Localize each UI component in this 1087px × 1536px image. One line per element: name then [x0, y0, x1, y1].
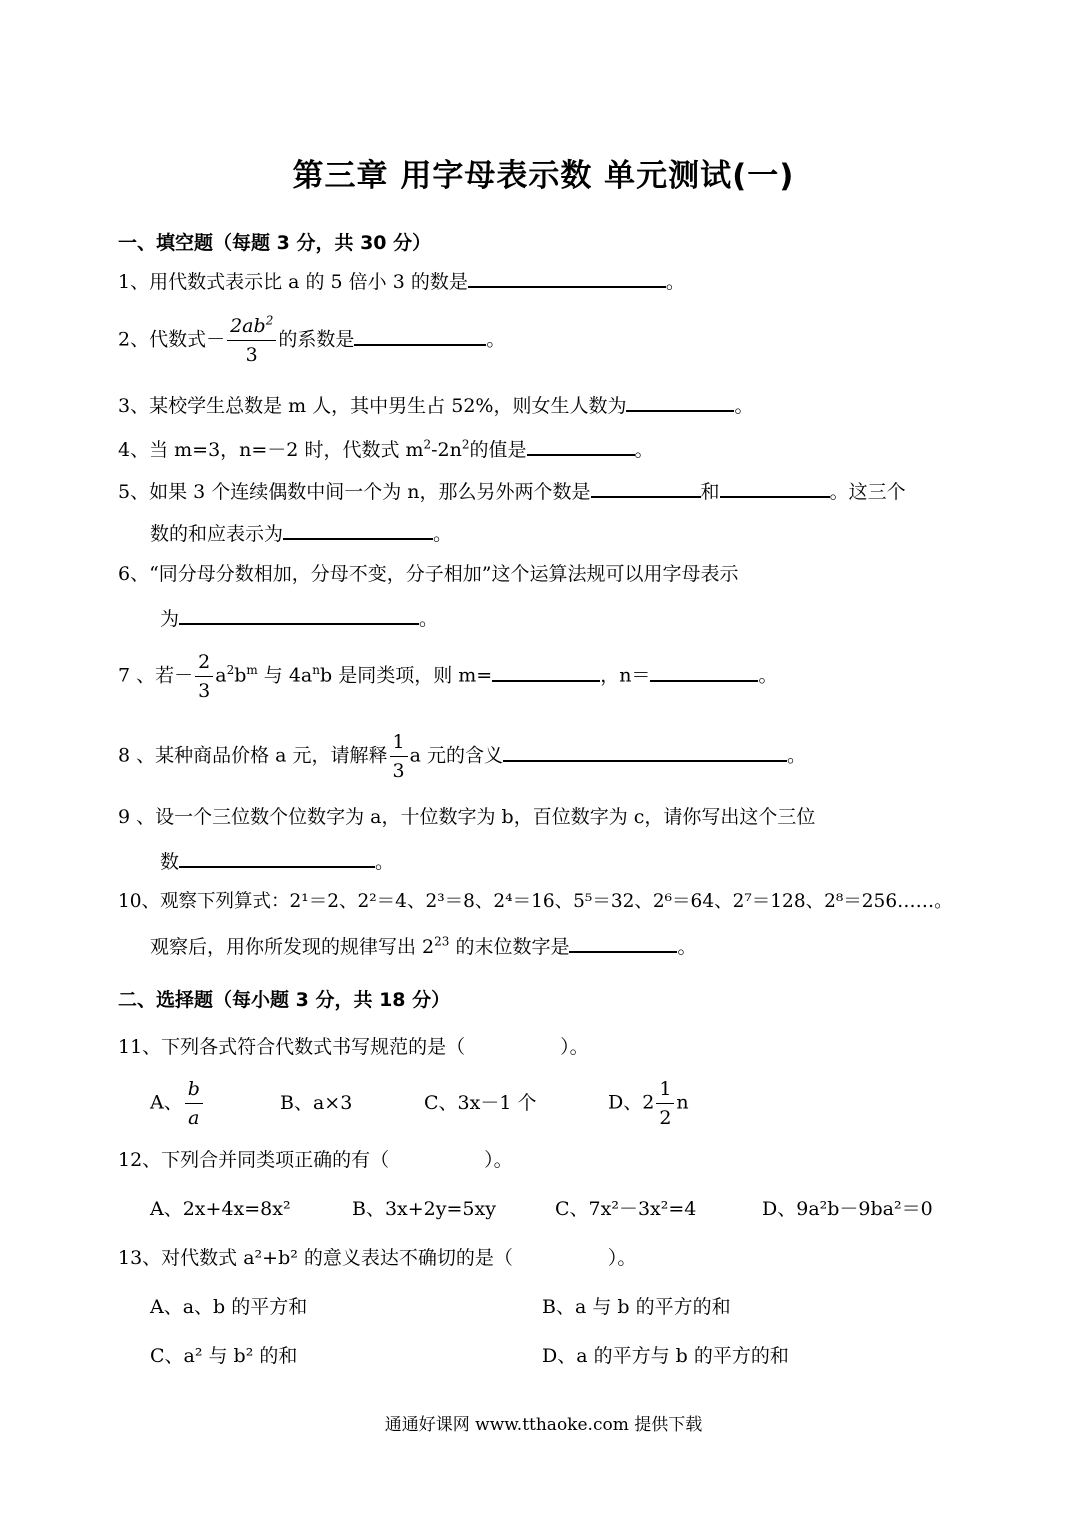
q9-text-2: 数: [160, 851, 180, 873]
q7-text-3: b 是同类项，则 m=: [320, 664, 493, 687]
q7-denominator: 3: [198, 680, 211, 702]
q11-option-d-label: D、2: [608, 1091, 655, 1114]
q2-text: 2、代数式－: [118, 328, 226, 351]
question-11: [118, 1035, 589, 1059]
q7-var-a: a: [215, 664, 227, 687]
question-6-line-2: [160, 605, 438, 631]
footer-source: 通通好课网 www.tthaoke.com 提供下载: [384, 1415, 703, 1435]
q4-end: 。: [634, 439, 654, 461]
q8-end: 。: [787, 744, 807, 767]
q3-end: 。: [734, 395, 754, 417]
q11-a-numerator: b: [185, 1075, 203, 1104]
question-12: [118, 1148, 513, 1172]
q11-option-a-fraction: [185, 1075, 203, 1132]
q11-d-numerator: 1: [656, 1075, 674, 1104]
q10-end: 。: [677, 936, 697, 958]
q7-answer-blank-m[interactable]: [492, 662, 600, 682]
q7-text: 7 、若－: [118, 664, 194, 687]
q7-fraction: [195, 648, 213, 705]
question-4: [118, 436, 654, 462]
q11-stem: 11、下列各式符合代数式书写规范的是（ ）。: [118, 1036, 589, 1058]
q13-stem: 13、对代数式 a²+b² 的意义表达不确切的是（ ）。: [118, 1247, 637, 1269]
question-2: [118, 312, 505, 369]
q8-numerator: 1: [390, 728, 408, 757]
q11-option-c[interactable]: C、3x－1 个: [424, 1092, 537, 1114]
q9-text: 9 、设一个三位数个位数字为 a，十位数字为 b，百位数字为 c，请你写出这个三位: [118, 806, 816, 828]
q4-text: 4、当 m=3，n=－2 时，代数式 m: [118, 439, 424, 461]
page-title: 第三章 用字母表示数 单元测试(一): [292, 158, 795, 194]
q10-text: 10、观察下列算式：2¹＝2、2²＝4、2³＝8、2⁴＝16、5⁵＝32、2⁶＝64、2⁷＝128、2⁸＝256……。: [118, 891, 953, 912]
q5-text: 5、如果 3 个连续偶数中间一个为 n，那么另外两个数是: [118, 481, 591, 503]
section-fill-blank-heading: 一、填空题（每题 3 分，共 30 分）: [118, 232, 432, 254]
q10-text-2: 观察后，用你所发现的规律写出 2: [150, 936, 435, 958]
q5-answer-blank-2[interactable]: [720, 478, 830, 498]
q2-numerator: 2ab: [230, 315, 266, 337]
q13-option-b[interactable]: B、a 与 b 的平方的和: [542, 1296, 731, 1318]
q2-denominator: 3: [245, 344, 258, 366]
q7-text-4: ，n＝: [600, 664, 651, 687]
q11-option-d-var: n: [676, 1091, 689, 1114]
q9-end: 。: [375, 851, 395, 873]
q2-text-2: 的系数是: [278, 328, 355, 351]
question-9: [118, 805, 815, 829]
q10-text-3: 的末位数字是: [449, 936, 570, 958]
q6-answer-blank[interactable]: [179, 605, 419, 625]
question-9-line-2: [160, 848, 394, 874]
q6-end: 。: [419, 608, 439, 630]
q5-end: 。: [433, 523, 453, 545]
q12-stem: 12、下列合并同类项正确的有（ ）。: [118, 1149, 513, 1171]
q5-text-2: 。这三个: [829, 481, 906, 503]
q7-answer-blank-n[interactable]: [650, 662, 758, 682]
q1-text: 1、用代数式表示比 a 的 5 倍小 3 的数是: [118, 271, 468, 293]
q4-exp-2: 2: [461, 437, 470, 452]
q7-numerator: 2: [195, 648, 213, 677]
q7-var-b: b: [234, 664, 247, 687]
q4-exp-1: 2: [423, 437, 432, 452]
q11-option-b[interactable]: B、a×3: [280, 1092, 353, 1114]
q8-text: 8 、某种商品价格 a 元，请解释: [118, 744, 388, 767]
question-5-line-2: [150, 520, 452, 546]
q6-text-2: 为: [160, 608, 180, 630]
q7-exp-3: n: [312, 663, 320, 678]
question-7: [118, 648, 777, 705]
q2-fraction: [227, 312, 276, 369]
question-10-line-2: [150, 933, 696, 959]
q5-answer-blank-3[interactable]: [283, 520, 433, 540]
q6-text: 6、“同分母分数相加，分母不变，分子相加”这个运算法规可以用字母表示: [118, 563, 739, 585]
q11-option-a-label: A、: [150, 1091, 183, 1114]
q3-answer-blank[interactable]: [626, 392, 734, 412]
q1-end: 。: [665, 271, 685, 293]
q7-text-2: 与 4a: [257, 664, 313, 687]
q12-option-b[interactable]: B、3x+2y=5xy: [352, 1198, 496, 1220]
q10-answer-blank[interactable]: [569, 933, 677, 953]
q13-option-d[interactable]: D、a 的平方与 b 的平方的和: [542, 1345, 789, 1367]
q4-text-2: -2n: [431, 439, 462, 461]
q13-option-a[interactable]: A、a、b 的平方和: [150, 1296, 308, 1318]
q13-option-c[interactable]: C、a² 与 b² 的和: [150, 1345, 298, 1367]
q1-answer-blank[interactable]: [468, 268, 666, 288]
q10-exponent: 23: [434, 934, 450, 949]
q3-text: 3、某校学生总数是 m 人，其中男生占 52%，则女生人数为: [118, 395, 627, 417]
section-choice-heading: 二、选择题（每小题 3 分，共 18 分）: [118, 989, 451, 1011]
q8-fraction: [390, 728, 408, 785]
q7-exp-1: 2: [226, 663, 235, 678]
q4-answer-blank[interactable]: [527, 436, 635, 456]
question-3: [118, 392, 753, 418]
q8-answer-blank[interactable]: [503, 742, 787, 762]
q2-end: 。: [486, 328, 506, 351]
q5-answer-blank-1[interactable]: [591, 478, 701, 498]
question-8: [118, 728, 806, 785]
question-13: [118, 1246, 636, 1270]
q8-denominator: 3: [392, 760, 405, 782]
q5-text-3: 数的和应表示为: [150, 523, 284, 545]
q5-and: 和: [700, 481, 720, 503]
q12-option-d[interactable]: D、9a²b－9ba²＝0: [762, 1198, 933, 1220]
q11-option-d[interactable]: [608, 1075, 689, 1132]
q9-answer-blank[interactable]: [179, 848, 375, 868]
q8-text-2: a 元的含义: [409, 744, 504, 767]
q11-a-denominator: a: [188, 1107, 200, 1129]
q2-exponent: 2: [265, 313, 274, 328]
question-10: [118, 890, 953, 914]
question-1: [118, 268, 685, 294]
q4-text-3: 的值是: [469, 439, 527, 461]
q11-option-d-fraction: [656, 1075, 674, 1132]
q7-end: 。: [758, 664, 778, 687]
question-6: [118, 562, 739, 586]
q7-exp-2: m: [246, 663, 258, 678]
q2-answer-blank[interactable]: [354, 326, 486, 346]
q12-option-c[interactable]: C、7x²－3x²=4: [555, 1198, 697, 1220]
q11-option-a[interactable]: [150, 1075, 205, 1132]
q12-option-a[interactable]: A、2x+4x=8x²: [150, 1198, 291, 1220]
q11-d-denominator: 2: [659, 1107, 672, 1129]
question-5: [118, 478, 906, 504]
